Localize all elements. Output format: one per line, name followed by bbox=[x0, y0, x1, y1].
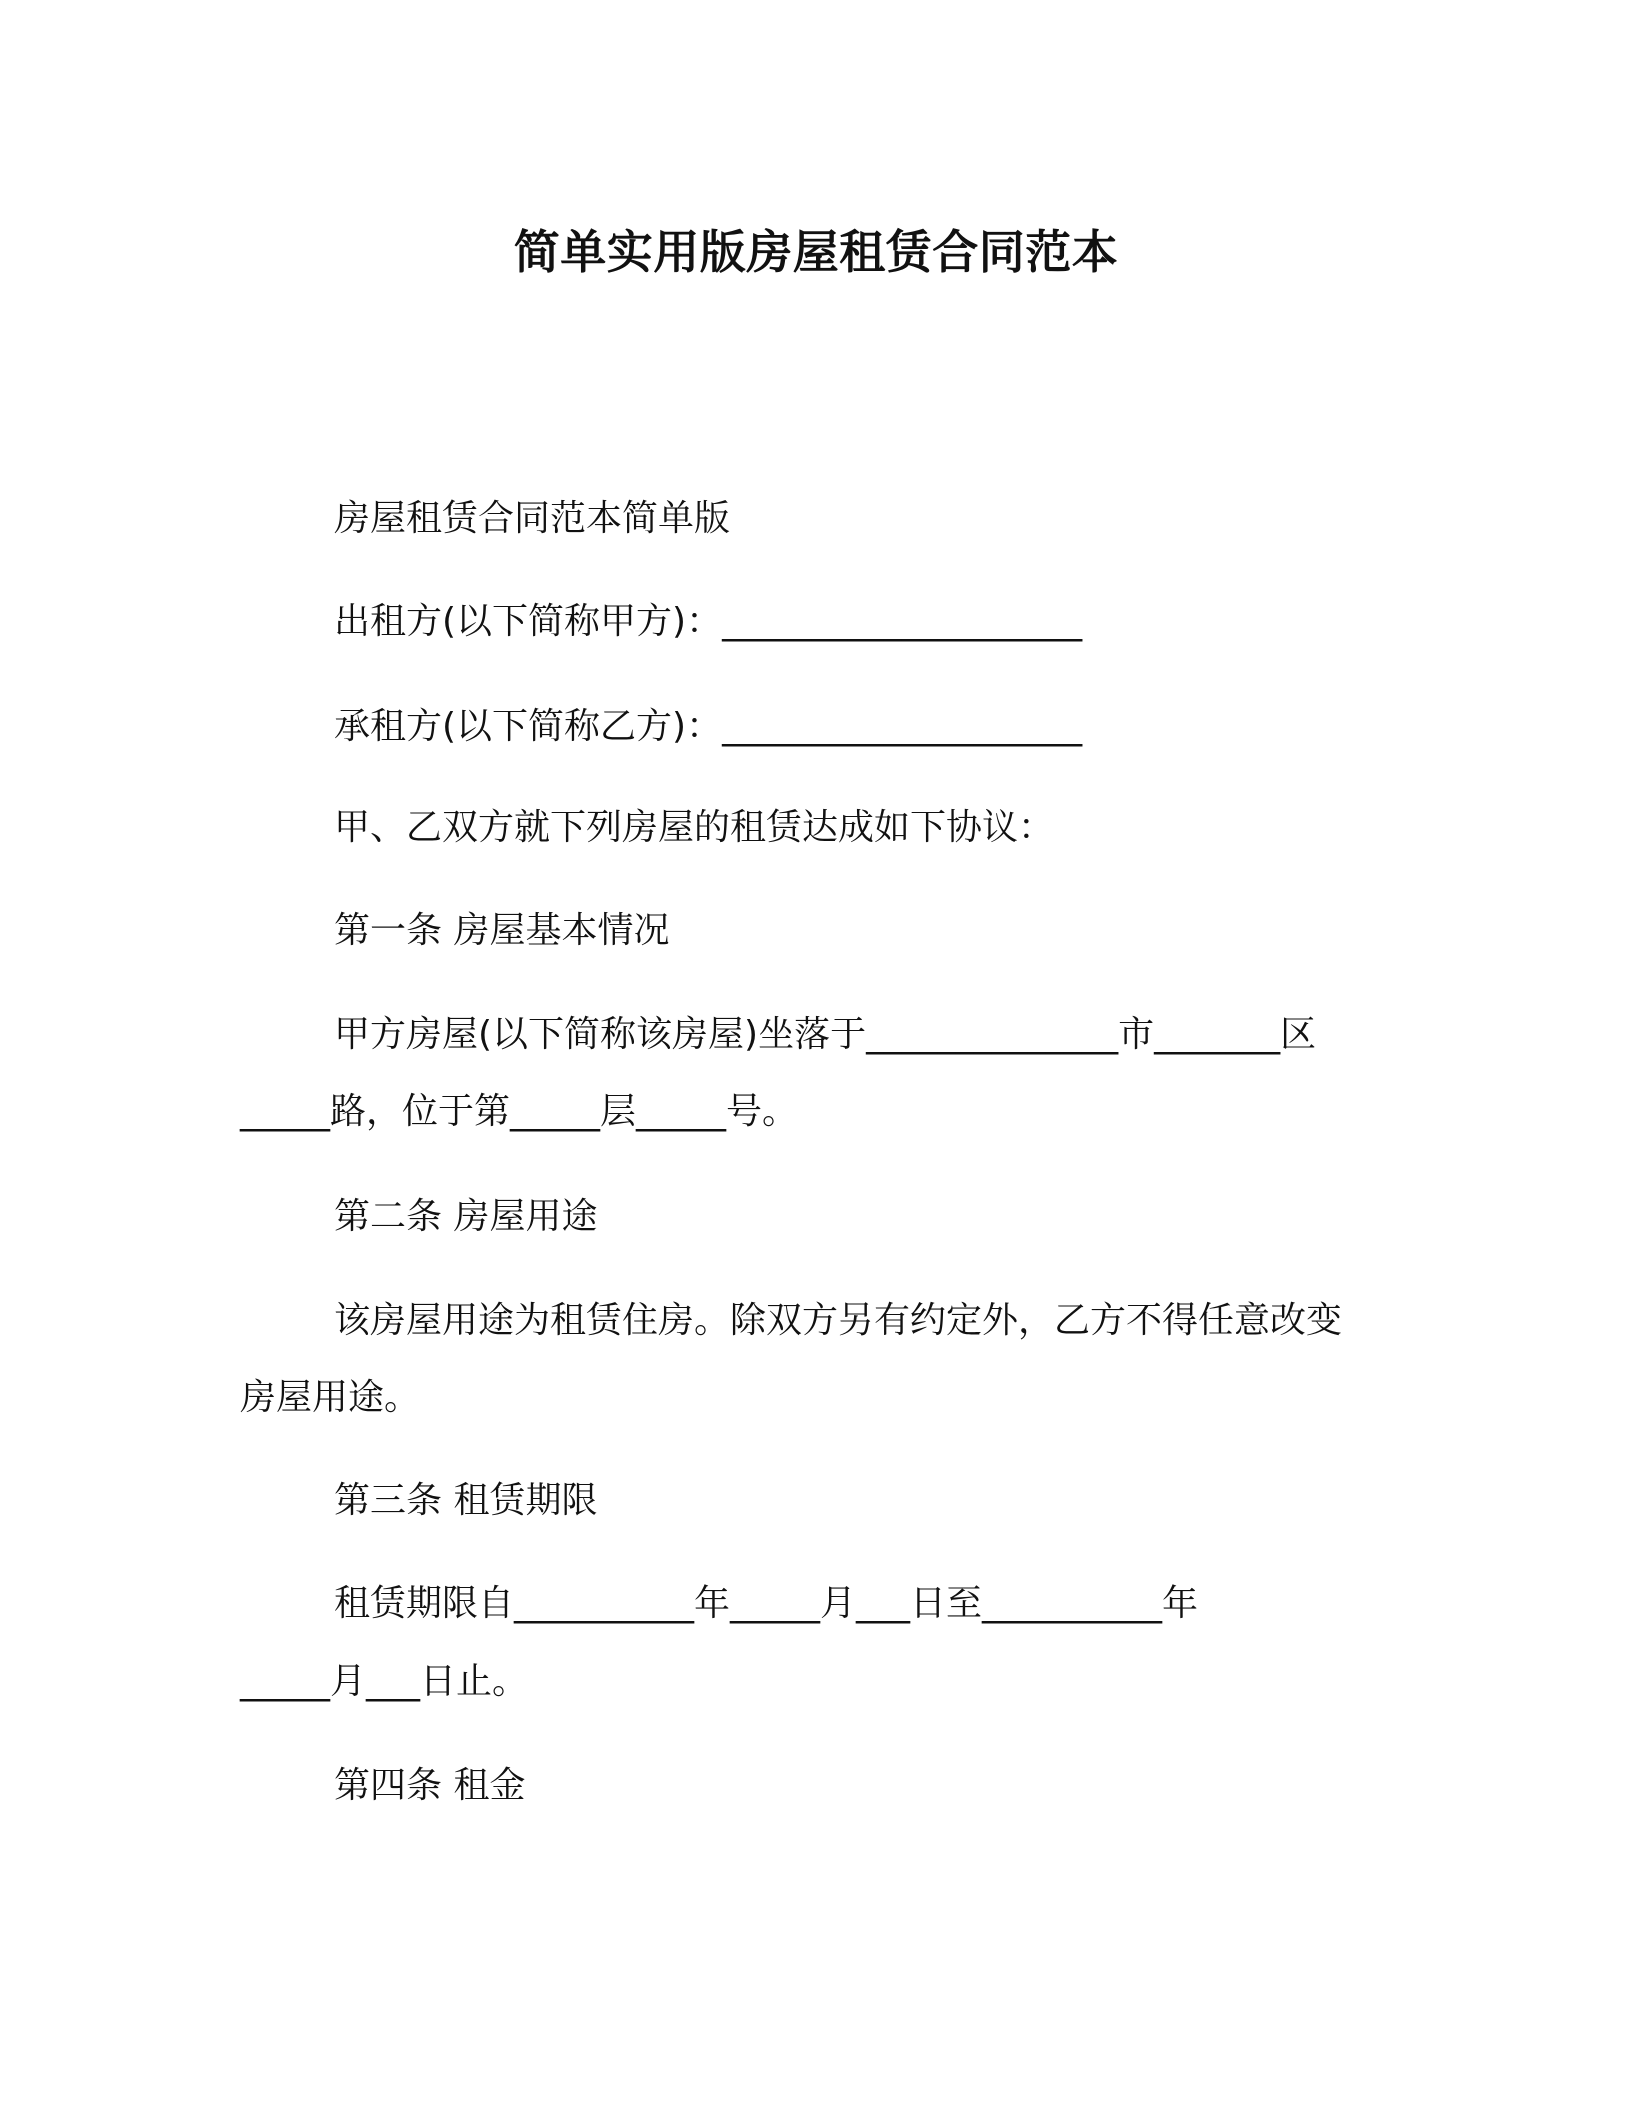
article-1-text-line-1: 甲方房屋(以下简称该房屋)坐落于______________市_______区 bbox=[334, 1014, 1317, 1055]
article-3-text-line-2: _____月___日止。 bbox=[240, 1661, 529, 1702]
article-1-text-line-2: _____路，位于第_____层_____号。 bbox=[240, 1091, 799, 1132]
document-title: 简单实用版房屋租赁合同范本 bbox=[513, 225, 1119, 279]
article-1-heading: 第一条 房屋基本情况 bbox=[334, 910, 670, 951]
lessee-line: 承租方(以下简称乙方)：____________________ bbox=[334, 706, 1083, 747]
agreement-intro-line: 甲、乙双方就下列房屋的租赁达成如下协议： bbox=[334, 807, 1055, 848]
article-3-heading: 第三条 租赁期限 bbox=[334, 1480, 598, 1521]
article-2-text-line-1: 该房屋用途为租赁住房。除双方另有约定外，乙方不得任意改变 bbox=[334, 1300, 1343, 1341]
article-4-heading: 第四条 租金 bbox=[334, 1765, 526, 1806]
article-2-text-line-2: 房屋用途。 bbox=[240, 1377, 421, 1418]
article-3-text-line-1: 租赁期限自__________年_____月___日至__________年 bbox=[334, 1583, 1199, 1624]
article-2-heading: 第二条 房屋用途 bbox=[334, 1196, 598, 1237]
lessor-line: 出租方(以下简称甲方)：____________________ bbox=[334, 601, 1083, 642]
subtitle-line: 房屋租赁合同范本简单版 bbox=[334, 498, 731, 539]
